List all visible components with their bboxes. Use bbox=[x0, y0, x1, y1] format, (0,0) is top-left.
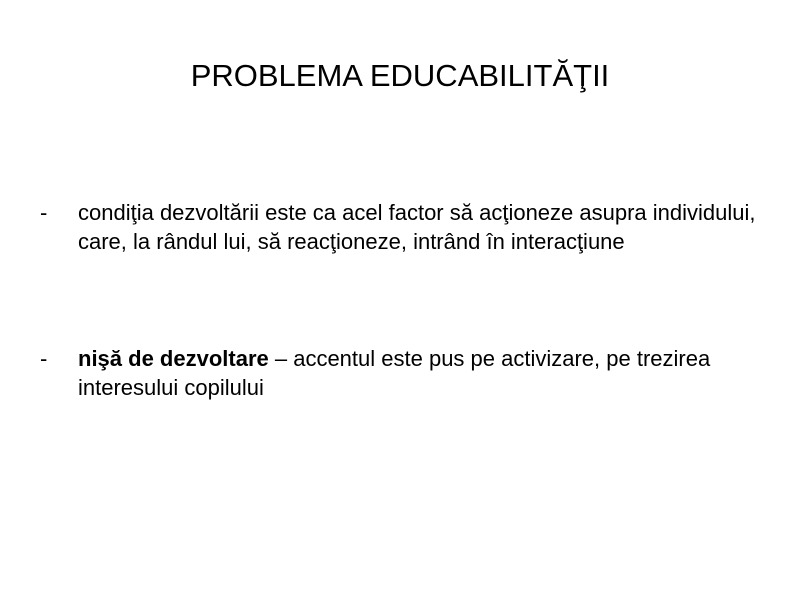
bullet-text: condiţia dezvoltării este ca acel factor să acţioneze asupra individului, care, la rândul lui, să reacţioneze, intrând în interacţiune bbox=[78, 200, 756, 254]
bullet-list bbox=[40, 198, 760, 402]
bullet-marker: - bbox=[40, 346, 48, 371]
bullet-item bbox=[40, 198, 760, 256]
slide-title: PROBLEMA EDUCABILITĂŢII bbox=[190, 58, 610, 93]
bullet-text: – accentul este pus pe activizare, pe trezirea interesului copilului bbox=[78, 346, 711, 400]
bullet-bold-text: nişă de dezvoltare bbox=[78, 346, 269, 371]
bullet-item bbox=[40, 344, 760, 402]
bullet-marker: - bbox=[40, 200, 48, 225]
